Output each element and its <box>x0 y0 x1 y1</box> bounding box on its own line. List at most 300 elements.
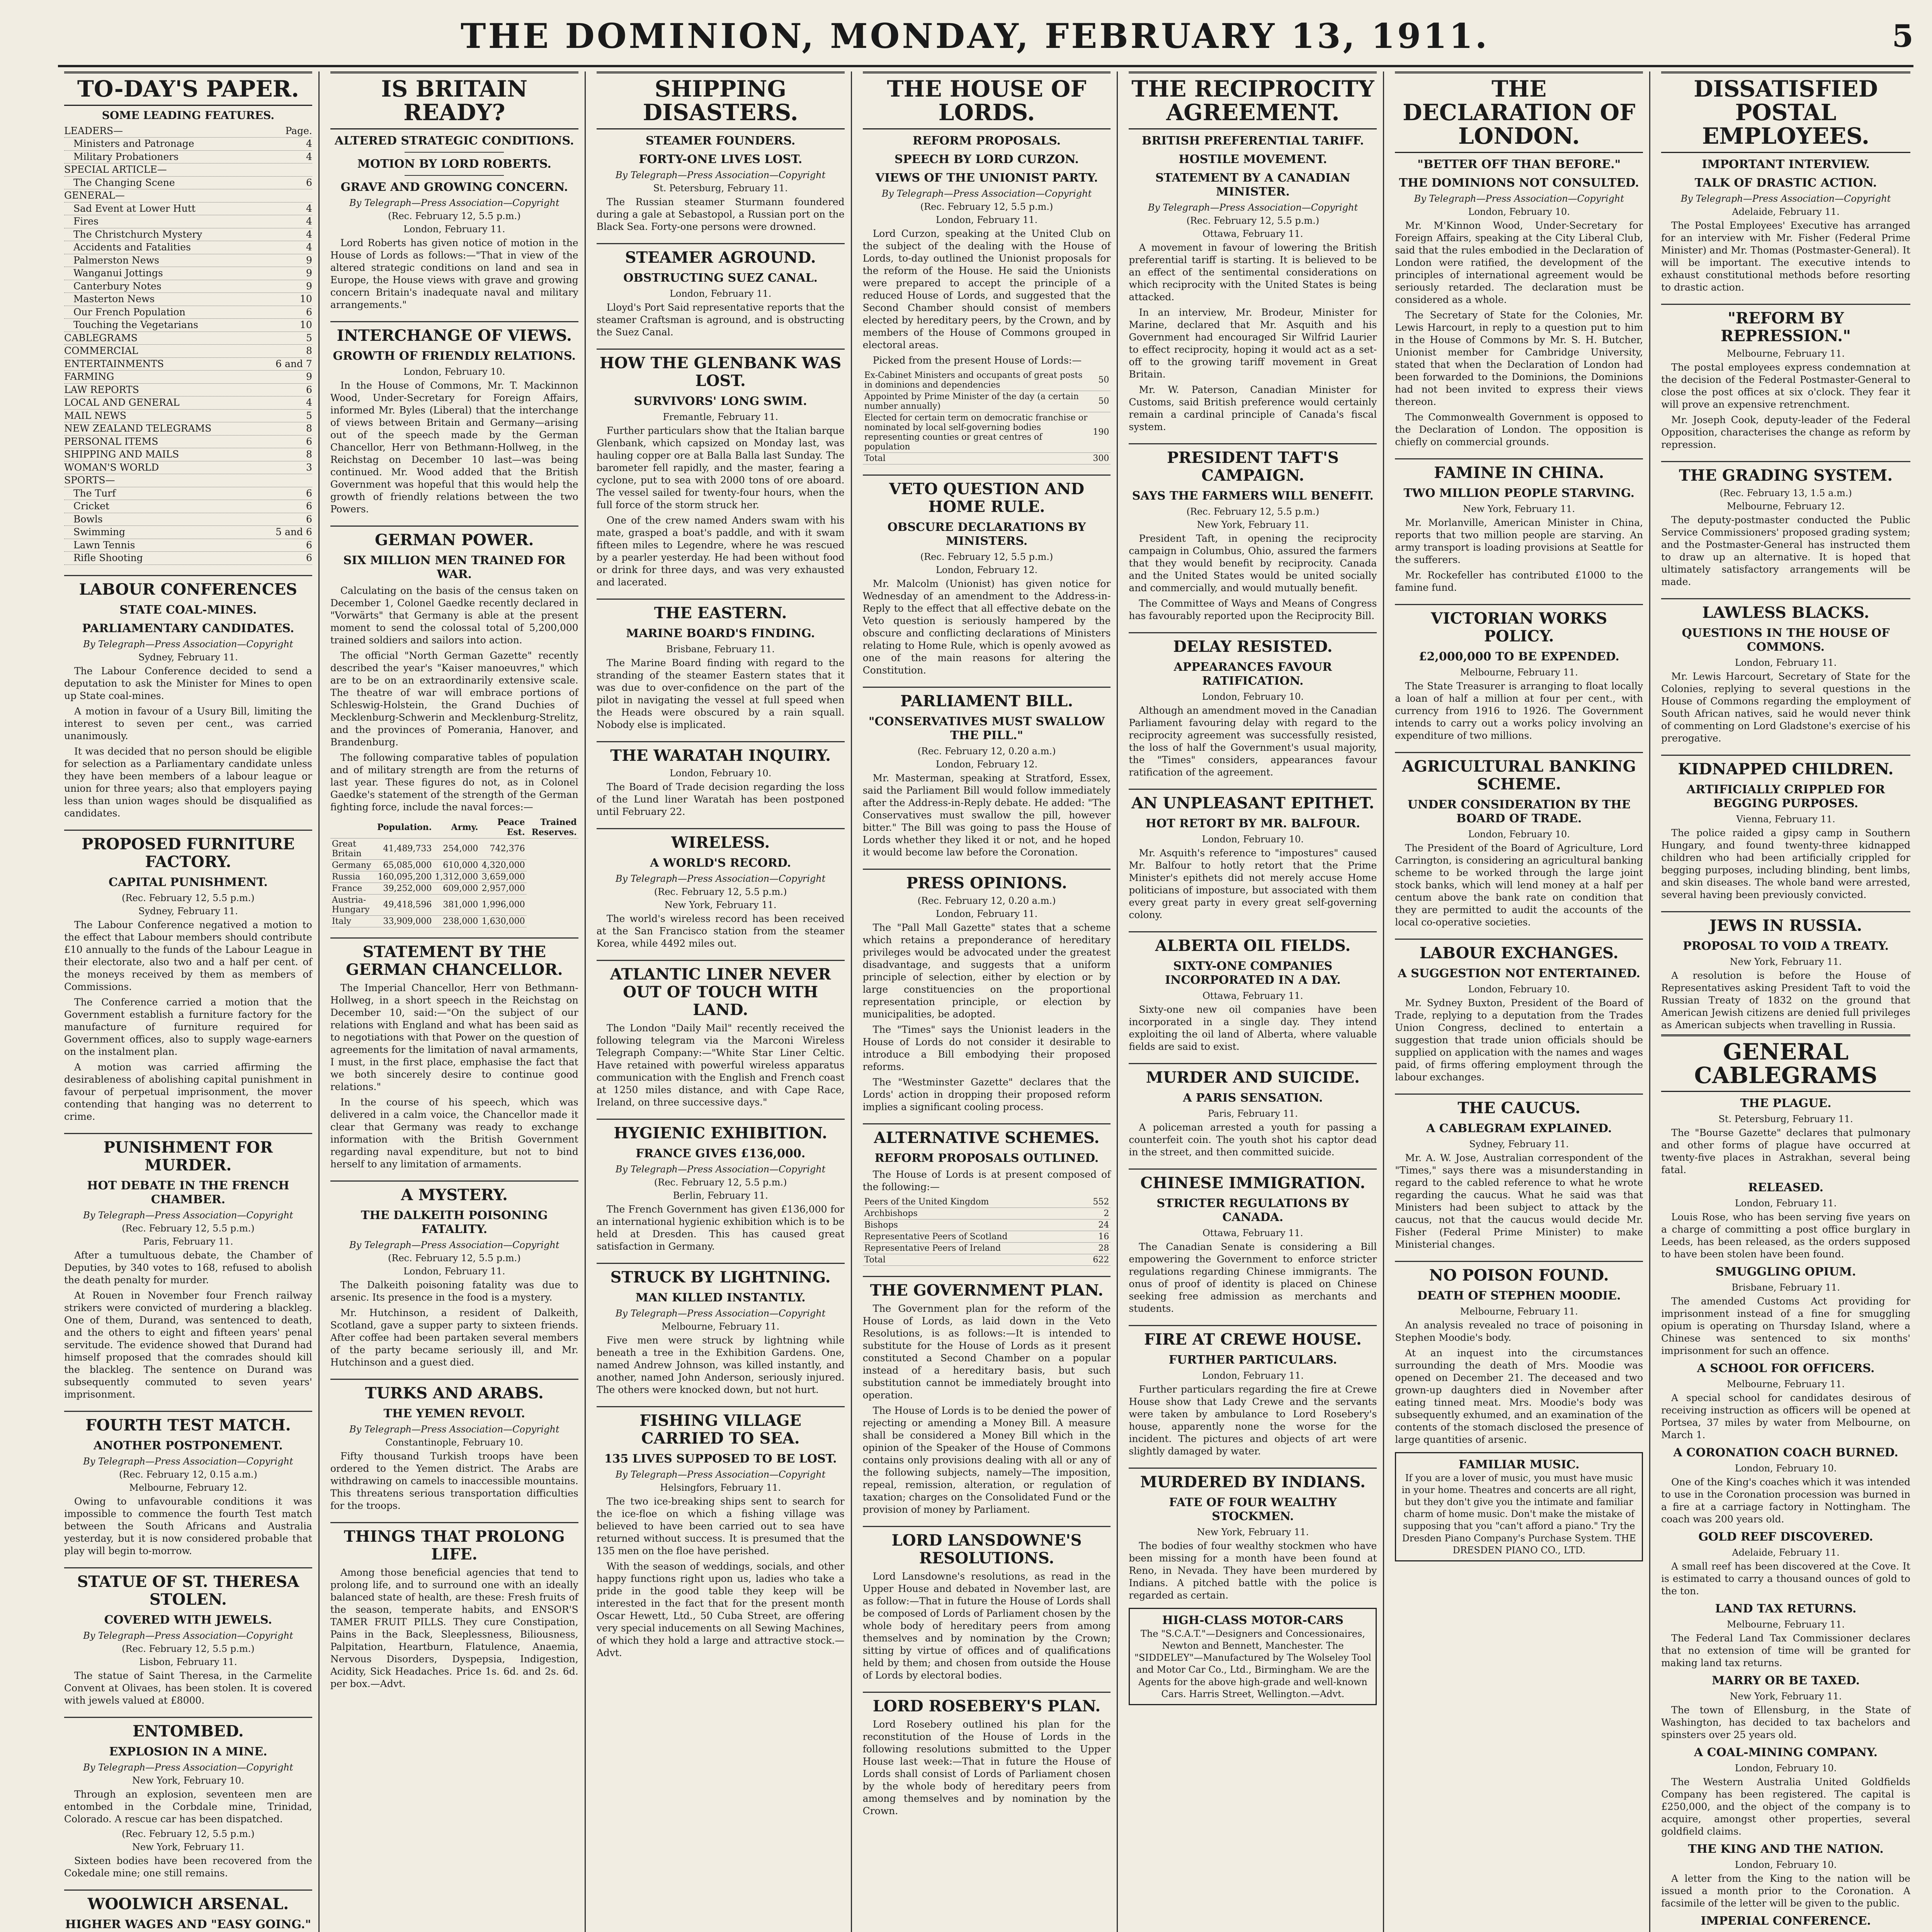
toc-label: Wanganui Jottings <box>73 267 163 279</box>
masthead <box>58 7 1913 67</box>
article-subhead: STEAMER FOUNDERS. <box>645 134 796 148</box>
toc-row <box>64 293 312 306</box>
toc-label: CABLEGRAMS <box>64 332 138 344</box>
table-row <box>330 915 578 927</box>
article-subhead: TWO MILLION PEOPLE STARVING. <box>1403 486 1635 500</box>
table-row <box>863 452 1111 464</box>
toc-label: Masterton News <box>73 293 155 305</box>
article-headline: PRESIDENT TAFT'S CAMPAIGN. <box>1129 443 1377 485</box>
dateline: New York, February 11. <box>132 1841 244 1852</box>
table-row <box>330 859 578 871</box>
article-paragraph: Although an amendment moved in the Canadian Parliament favouring delay with regard to the reciprocity agreement was successfully resisted, the loss of half the Government's usual majority, the "Times" considers, appearances favour ratification of the agreement. <box>1129 704 1377 778</box>
article-subhead: VIEWS OF THE UNIONIST PARTY. <box>875 171 1098 185</box>
article-headline: FAMINE IN CHINA. <box>1395 458 1643 482</box>
article-subhead: A WORLD'S RECORD. <box>650 856 791 870</box>
table-cell: 49,418,596 <box>376 894 433 915</box>
article-subhead: A CORONATION COACH BURNED. <box>1673 1446 1898 1460</box>
article-subhead: TALK OF DRASTIC ACTION. <box>1694 176 1877 190</box>
article-subhead: SMUGGLING OPIUM. <box>1715 1265 1856 1279</box>
toc-page: 4 <box>306 138 312 150</box>
toc-page: 10 <box>300 293 312 305</box>
table-cell: 41,489,733 <box>376 838 433 859</box>
received-line: (Rec. February 13, 1.5 a.m.) <box>1719 487 1852 498</box>
article-subhead: HOT RETORT BY MR. BALFOUR. <box>1145 816 1360 830</box>
article-paragraph: Among those beneficial agencies that tend to prolong life, and to surround one with an ideally balanced state of health, are these: Fresh fruits of the season, temperate habits, and ENSOR'S TAMER FRUIT PILLS. They cure Constipation, Pains in the Back, Sleeplessness, Biliousness, Palpitation, Heartburn, Flatulence, Anaemia, Nervous Disorders, Dyspepsia, Indigestion, Acidity, Sick Headaches. Price 1s. 6d. and 2s. 6d. per box.—Advt. <box>330 1566 578 1689</box>
article-paragraph: The Board of Trade decision regarding the loss of the Lund liner Waratah has been postponed until February 22. <box>596 781 845 817</box>
toc-row <box>64 332 312 345</box>
article-paragraph: One of the King's coaches which it was intended to use in the Coronation procession was burned in a fire at a carriage factory in Nottingham. The coach was 200 years old. <box>1661 1476 1910 1525</box>
article-headline: THE WARATAH INQUIRY. <box>597 741 845 765</box>
article-subhead: COVERED WITH JEWELS. <box>104 1613 272 1627</box>
article-subhead: ALTERED STRATEGIC CONDITIONS. <box>335 134 574 148</box>
article-paragraph: Lord Curzon, speaking at the United Club on the subject of the dealing with the House of Lords, to-day outlined the Unionist proposals for the reform of the House. He said the Unionists were prepared to accept the principle of a reduced House of Lords, and suggested that the Second Chamber should consist of members elected by hereditary peers, by the Crown, and by members of the House of Commons grouped in electoral areas. <box>862 228 1111 350</box>
article-subhead: MARRY OR BE TAXED. <box>1712 1674 1860 1688</box>
toc-label: LAW REPORTS <box>64 384 139 395</box>
article-headline: JEWS IN RUSSIA. <box>1661 911 1910 935</box>
article-paragraph: The London "Daily Mail" recently received the following telegram via the Marconi Wireless Telegraph Company:—"White Star Liner Celtic. Have retained with powerful wireless apparatus communication with the English and French coast at 1250 miles distance, and with Cape Race, Ireland, on three successive days." <box>596 1022 845 1108</box>
article-subhead: UNDER CONSIDERATION BY THE BOARD OF TRADE. <box>1407 798 1631 825</box>
dateline: Helsingfors, February 11. <box>660 1482 781 1493</box>
table-header-cell: Peace Est. <box>480 816 526 838</box>
dateline: New York, February 11. <box>1197 519 1309 530</box>
toc-label: Rifle Shooting <box>73 552 143 564</box>
article-paragraph: The House of Lords is to be denied the power of rejecting or amending a Money Bill. A measure shall be considered a Money Bill which in the opinion of the Speaker of the House of Commons contains only provisions dealing with all or any of the following subjects, namely—The imposition, repeal, remission, alteration, or regulation of taxation; charges on the Consolidated Fund or the provision of money by Parliament. <box>862 1405 1111 1515</box>
toc-row <box>64 215 312 228</box>
dateline: Paris, February 11. <box>1208 1108 1298 1119</box>
toc-row <box>64 448 312 461</box>
toc-row <box>64 410 312 423</box>
table-row <box>863 370 1111 391</box>
article-subhead: "CONSERVATIVES MUST SWALLOW THE PILL." <box>868 714 1105 742</box>
toc-row <box>64 422 312 435</box>
features-heading: SOME LEADING FEATURES. <box>102 109 275 122</box>
dateline: London, February 11. <box>1735 1198 1837 1209</box>
press-credit: By Telegraph—Press Association—Copyright <box>615 169 826 180</box>
article-paragraph: The Commonwealth Government is opposed to the Declaration of London. The opposition is chiefly on commercial grounds. <box>1395 411 1643 447</box>
article-paragraph: The Labour Conference negatived a motion to the effect that Labour members should contribute £10 annually to the funds of the Labour League in their electorate, also two and a half per cent. of the moneys received by them as members of Commissions. <box>64 919 312 992</box>
article-headline: CHINESE IMMIGRATION. <box>1129 1168 1377 1192</box>
toc-label: COMMERCIAL <box>64 345 138 357</box>
toc-label: Sad Event at Lower Hutt <box>73 202 196 214</box>
press-credit: By Telegraph—Press Association—Copyright <box>83 638 293 650</box>
toc-page: 6 <box>306 306 312 318</box>
toc-page: 6 <box>306 487 312 499</box>
article-headline: THE DECLARATION OF LONDON. <box>1395 71 1643 153</box>
article-paragraph: Mr. Hutchinson, a resident of Dalkeith, Scotland, gave a supper party to sixteen friends. After coffee had been partaken several members of the party became seriously ill, and Mr. Hutchinson and a guest died. <box>330 1307 578 1368</box>
toc-row <box>64 306 312 319</box>
dateline: Melbourne, February 12. <box>1727 500 1845 512</box>
dateline: New York, February 11. <box>1197 1526 1309 1537</box>
article-subhead: £2,000,000 TO BE EXPENDED. <box>1418 650 1619 663</box>
advert-body: If you are a lover of music, you must have music in your home. Theatres and concerts are all right, but they don't give you the intimate and familiar charm of home music. Don't make the mistake of supposing that you "can't afford a piano." Try the Dresden Piano Company's Purchase System. THE DRESDEN PIANO CO., LTD. <box>1401 1472 1637 1556</box>
toc-row <box>64 267 312 280</box>
article-paragraph: Through an explosion, seventeen men are entombed in the Corbdale mine, Trinidad, Colorado. A rescue car has been dispatched. <box>64 1788 312 1825</box>
masthead-title: THE DOMINION, MONDAY, FEBRUARY 13, 1911. <box>461 16 1490 56</box>
toc-label: LOCAL AND GENERAL <box>64 397 180 408</box>
toc-row <box>64 526 312 539</box>
article-headline: FOURTH TEST MATCH. <box>64 1411 312 1434</box>
article-headline: GERMAN POWER. <box>330 526 578 549</box>
received-line: (Rec. February 12, 0.20 a.m.) <box>917 895 1056 906</box>
table-cell: 3,659,000 <box>480 871 526 883</box>
article-subhead: IMPORTANT INTERVIEW. <box>1702 157 1870 171</box>
article-headline: THE HOUSE OF LORDS. <box>863 71 1111 129</box>
dateline: Lisbon, February 11. <box>139 1656 237 1667</box>
table-row <box>330 871 578 883</box>
table-cell: 609,000 <box>433 883 480 894</box>
toc-label: Cricket <box>73 500 110 512</box>
table-cell: 33,909,000 <box>376 915 433 927</box>
general-cablegrams-headline: GENERAL CABLEGRAMS <box>1661 1034 1910 1092</box>
article-paragraph: The State Treasurer is arranging to float locally a loan of half a million at four per cent., with currency from 1916 to 1926. The Government intends to carry out a works policy involving an expenditure of two millions. <box>1395 680 1643 741</box>
table-cell: Total <box>863 452 1092 464</box>
table-cell: 1,630,000 <box>480 915 526 927</box>
table-cell: 24 <box>1082 1219 1111 1231</box>
toc-row <box>64 539 312 552</box>
article-subhead: OBSCURE DECLARATIONS BY MINISTERS. <box>887 520 1086 548</box>
article-paragraph: A letter from the King to the nation will be issued a month prior to the Coronation. A facsimile of the letter will be given to the public. <box>1661 1873 1910 1909</box>
article-paragraph: Further particulars regarding the fire at Crewe House show that Lady Crewe and the servants were taken by ambulance to Lord Rosebery's house, apparently none the worse for the incident. The pictures and objects of art were slightly damaged by water. <box>1129 1383 1377 1457</box>
table-cell: 552 <box>1082 1196 1111 1208</box>
article-paragraph: A motion was carried affirming the desirableness of abolishing capital punishment in favour of perpetual imprisonment, the mover contending that hanging was no deterrent to crime. <box>64 1061 312 1122</box>
article-paragraph: The police raided a gipsy camp in Southern Hungary, and found twenty-three kidnapped children who had been artificially crippled for begging purposes, including blinding, bent limbs, and skin diseases. The whole band were arrested, several having been previously convicted. <box>1661 827 1910 900</box>
toc-label: ENTERTAINMENTS <box>64 358 164 369</box>
article-paragraph: Lord Rosebery outlined his plan for the reconstitution of the House of Lords in the following resolutions submitted to the Upper House last week:—That in future the House of Lords shall consist of Lords of Parliament chosen by the whole body of hereditary peers from among themselves and by nomination by the Crown. <box>862 1718 1111 1816</box>
table-row <box>863 1208 1111 1219</box>
article-paragraph: Mr. Sydney Buxton, President of the Board of Trade, replying to a deputation from the Trades Union Congress, declined to entertain a suggestion that trade union officials should be supplied on application with the names and wages paid, of firms offering employment through the labour exchanges. <box>1395 997 1643 1083</box>
toc-page: 5 and 6 <box>276 526 312 538</box>
dateline: Brisbane, February 11. <box>666 643 775 655</box>
article-subhead: QUESTIONS IN THE HOUSE OF COMMONS. <box>1682 626 1890 654</box>
table-cell: 65,085,000 <box>376 859 433 871</box>
toc-page: 6 <box>306 384 312 395</box>
toc-label: Ministers and Patronage <box>73 138 194 150</box>
toc-page: 8 <box>306 345 312 357</box>
table-cell: 39,252,000 <box>376 883 433 894</box>
article-subhead: SPEECH BY LORD CURZON. <box>895 152 1079 166</box>
press-credit: By Telegraph—Press Association—Copyright <box>349 1423 560 1435</box>
toc-row <box>64 189 312 202</box>
article-paragraph: The Federal Land Tax Commissioner declares that no extension of time will be granted for making land tax returns. <box>1661 1633 1910 1669</box>
table-cell: 16 <box>1082 1231 1111 1242</box>
article-subhead: THE DOMINIONS NOT CONSULTED. <box>1399 176 1639 190</box>
column-3 <box>590 71 852 1932</box>
article-paragraph: Owing to unfavourable conditions it was impossible to commence the fourth Test match between the South Africans and Australia yesterday, but it is now considered probable that play will begin to-morrow. <box>64 1495 312 1556</box>
dateline: Melbourne, February 11. <box>1727 1379 1845 1390</box>
toc-label: Our French Population <box>73 306 185 318</box>
article-headline: PRESS OPINIONS. <box>863 869 1111 892</box>
article-paragraph: The world's wireless record has been received at the San Francisco station from the steamer Korea, while 4492 miles out. <box>596 913 845 949</box>
table-cell: Germany <box>330 859 376 871</box>
article-headline: HOW THE GLENBANK WAS LOST. <box>597 349 845 390</box>
dateline: Ottawa, February 11. <box>1202 228 1303 239</box>
dateline: New York, February 11. <box>1730 1691 1842 1702</box>
article-paragraph: Louis Rose, who has been serving five years on a charge of committing a post office burglary in Leeds, has been released, as the orders supposed to have been stolen have been found. <box>1661 1211 1910 1260</box>
toc-label: SPECIAL ARTICLE— <box>64 164 167 175</box>
table-cell: Appointed by Prime Minister of the day (a certain number annually) <box>863 391 1092 412</box>
article-paragraph: It was decided that no person should be eligible for selection as a Parliamentary candidate unless they have been members of a labour league or union for three years; also that employers paying less than union wages should be disqualified as candidates. <box>64 745 312 819</box>
article-subhead: HOT DEBATE IN THE FRENCH CHAMBER. <box>87 1179 289 1206</box>
column-5 <box>1122 71 1384 1932</box>
column-6 <box>1389 71 1650 1932</box>
article-headline: DELAY RESISTED. <box>1129 632 1377 656</box>
article-headline: ENTOMBED. <box>64 1717 312 1740</box>
table-cell: 610,000 <box>433 859 480 871</box>
dateline: London, February 11. <box>403 1265 505 1277</box>
received-line: (Rec. February 12, 5.5 p.m.) <box>388 1252 521 1264</box>
toc-page: 9 <box>306 254 312 266</box>
article-paragraph: The President of the Board of Agriculture, Lord Carrington, is considering an agricultural banking scheme to be worked through the large joint stock banks, which will lend money at a half per centum above the bank rate on condition that they are permitted to audit the accounts of the local co-operative societies. <box>1395 842 1643 928</box>
article-headline: MURDER AND SUICIDE. <box>1129 1063 1377 1087</box>
toc-row <box>64 435 312 449</box>
toc-label: SPORTS— <box>64 474 115 486</box>
article-subhead: SURVIVORS' LONG SWIM. <box>634 394 807 408</box>
press-credit: By Telegraph—Press Association—Copyright <box>1414 193 1624 204</box>
article-paragraph: One of the crew named Anders swam with his mate, grasped a boat's paddle, and with it swam fifteen miles to Legendre, where he was rescued by a pearler yesterday. He had been without food or drink for three days, and was very exhausted and lacerated. <box>596 514 845 588</box>
table-row <box>863 1219 1111 1231</box>
table-cell: Great Britain <box>330 838 376 859</box>
toc-page: 6 and 7 <box>276 358 312 369</box>
table-row <box>863 412 1111 452</box>
toc-row <box>64 138 312 151</box>
article-paragraph: After a tumultuous debate, the Chamber of Deputies, by 340 votes to 168, refused to abolish the death penalty for murder. <box>64 1249 312 1286</box>
article-subhead: STATEMENT BY A CANADIAN MINISTER. <box>1155 171 1350 199</box>
article-headline: LAWLESS BLACKS. <box>1661 598 1910 622</box>
article-subhead: 135 LIVES SUPPOSED TO BE LOST. <box>604 1452 837 1466</box>
article-paragraph: The following comparative tables of population and of military strength are from the returns of last year. These figures do not, as in Colonel Gaedke's statement of the strength of the German fighting force, include the naval forces:— <box>330 752 578 813</box>
toc-label: Military Probationers <box>73 151 179 162</box>
press-credit: By Telegraph—Press Association—Copyright <box>615 1163 826 1175</box>
dateline: Sydney, February 11. <box>138 905 238 917</box>
article-paragraph: The two ice-breaking ships sent to search for the ice-floe on which a fishing village was believed to have been carried out to sea have returned without success. It is presumed that the 135 men on the floe have perished. <box>596 1495 845 1556</box>
article-headline: VICTORIAN WORKS POLICY. <box>1395 604 1643 645</box>
article-paragraph: Picked from the present House of Lords:— <box>872 354 1082 366</box>
toc-page: 5 <box>306 332 312 344</box>
article-paragraph: In an interview, Mr. Brodeur, Minister for Marine, declared that Mr. Asquith and his Government had encouraged Sir Wilfrid Laurier to effect reciprocity, hoping it would act as a set-off to the growing tariff movement in Great Britain. <box>1129 306 1377 380</box>
article-paragraph: The French Government has given £136,000 for an international hygienic exhibition which is to be held at Dresden. This has caused great satisfaction in Germany. <box>596 1203 845 1252</box>
press-credit: By Telegraph—Press Association—Copyright <box>615 1469 826 1480</box>
article-paragraph: The Russian steamer Sturmann foundered during a gale at Sebastopol, a Russian port on the Black Sea. Forty-one persons were drowned. <box>596 196 845 232</box>
article-subhead: ANOTHER POSTPONEMENT. <box>94 1439 283 1452</box>
article-subhead: CAPITAL PUNISHMENT. <box>109 875 268 889</box>
article-headline: STATUE OF ST. THERESA STOLEN. <box>64 1567 312 1609</box>
table-row <box>330 838 578 859</box>
press-credit: By Telegraph—Press Association—Copyright <box>881 188 1092 199</box>
toc-page: 4 <box>306 151 312 162</box>
press-credit: By Telegraph—Press Association—Copyright <box>349 197 560 208</box>
table-header-cell: Army. <box>433 816 480 838</box>
article-paragraph: A motion in favour of a Usury Bill, limiting the interest to seven per cent., was carried unanimously. <box>64 705 312 742</box>
received-line: (Rec. February 12, 5.5 p.m.) <box>388 210 521 221</box>
toc-row <box>64 461 312 474</box>
article-paragraph: Sixty-one new oil companies have been incorporated in a single day. They intend exploiting the oil land of Alberta, where valuable fields are said to exist. <box>1129 1003 1377 1052</box>
toc-page: 9 <box>306 371 312 383</box>
table-cell: Peers of the United Kingdom <box>863 1196 1082 1208</box>
article-headline: THE GRADING SYSTEM. <box>1661 461 1910 485</box>
dateline: Brisbane, February 11. <box>1731 1282 1840 1293</box>
article-paragraph: Mr. Lewis Harcourt, Secretary of State for the Colonies, replying to several questions in the House of Commons regarding the employment of South African natives, said he would never think of commenting on Lord Gladstone's exercise of his prerogative. <box>1661 670 1910 744</box>
dateline: Ottawa, February 11. <box>1202 990 1303 1001</box>
article-subhead: FORTY-ONE LIVES LOST. <box>639 152 803 166</box>
article-subhead: A CABLEGRAM EXPLAINED. <box>1426 1121 1612 1135</box>
article-subhead: MOTION BY LORD ROBERTS. <box>357 157 551 171</box>
article-subhead: A SCHOOL FOR OFFICERS. <box>1697 1362 1875 1376</box>
lords-composition-table <box>863 370 1111 464</box>
table-header-cell: Population. <box>376 816 433 838</box>
table-cell: 28 <box>1082 1242 1111 1254</box>
dateline: New York, February 11. <box>664 899 777 910</box>
dateline: London, February 11. <box>669 288 772 299</box>
dateline: Melbourne, February 12. <box>129 1482 247 1493</box>
toc-page: 5 <box>306 410 312 421</box>
article-paragraph: The Government plan for the reform of the House of Lords, as laid down in the Veto Resolutions, is as follows:—It is intended to substitute for the House of Lords as it present constituted a Second Chamber on a popular instead of a hereditary basis, but such substitution cannot be immediately brought into operation. <box>862 1303 1111 1401</box>
article-subhead: REFORM PROPOSALS. <box>912 134 1061 148</box>
table-row <box>863 1196 1111 1208</box>
dateline: London, February 11. <box>403 223 505 235</box>
article-paragraph: The House of Lords is at present composed of the following:— <box>862 1168 1111 1192</box>
toc-label: SHIPPING AND MAILS <box>64 449 179 460</box>
article-headline: ATLANTIC LINER NEVER OUT OF TOUCH WITH LAND. <box>597 960 845 1019</box>
dateline: Melbourne, February 11. <box>1727 348 1845 359</box>
article-paragraph: With the season of weddings, socials, and other happy functions right upon us, ladies who take a pride in the good table they keep will be interested in the fact that for the present month Oscar Hewett, Ltd., 50 Cuba Street, are offering very special inducements on all Sewing Machines, of which they hold a large and attractive stock.—Advt. <box>596 1560 845 1658</box>
table-cell: 300 <box>1091 452 1111 464</box>
toc-row <box>64 552 312 565</box>
lords-membership-table <box>863 1196 1111 1266</box>
received-line: (Rec. February 12, 5.5 p.m.) <box>1186 215 1320 226</box>
army-strength-table <box>330 816 578 927</box>
article-subhead: FRANCE GIVES £136,000. <box>636 1146 806 1160</box>
received-line: (Rec. February 12, 0.15 a.m.) <box>119 1469 257 1480</box>
toc-page: 8 <box>306 449 312 460</box>
dateline: Melbourne, February 11. <box>662 1321 780 1332</box>
article-paragraph: The Marine Board finding with regard to the stranding of the steamer Eastern states that it was due to over-confidence on the part of the pilot in navigating the vessel at full speed when the Heads were obscured by a rain squall. Nobody else is implicated. <box>596 657 845 730</box>
toc-page: 6 <box>306 513 312 525</box>
article-headline: STATEMENT BY THE GERMAN CHANCELLOR. <box>330 937 578 979</box>
dateline: St. Petersburg, February 11. <box>653 182 788 194</box>
article-headline: STRUCK BY LIGHTNING. <box>597 1263 845 1286</box>
toc-label: The Turf <box>73 487 116 499</box>
article-paragraph: The bodies of four wealthy stockmen who have been missing for a month have been found at Reno, in Nevada. They have been murdered by Indians. A pitched battle with the police is regarded as certain. <box>1129 1540 1377 1601</box>
article-subhead: RELEASED. <box>1748 1181 1824 1195</box>
article-subhead: SIXTY-ONE COMPANIES INCORPORATED IN A DAY. <box>1165 959 1341 987</box>
toc-label: Canterbury Notes <box>73 280 162 292</box>
toc-label: Swimming <box>73 526 126 538</box>
article-headline: LABOUR CONFERENCES <box>64 575 312 599</box>
toc-page: 6 <box>306 500 312 512</box>
table-cell: Elected for certain term on democratic franchise or nominated by local self-governing bodies representing counties or great centres of population <box>863 412 1092 452</box>
article-headline: IS BRITAIN READY? <box>330 71 578 129</box>
article-subhead: STRICTER REGULATIONS BY CANADA. <box>1156 1196 1349 1224</box>
dateline: London, February 10. <box>403 366 505 377</box>
toc-row <box>64 202 312 216</box>
article-paragraph: The amended Customs Act providing for imprisonment instead of a fine for smuggling opium is operating on Thursday Island, where a Chinese was sentenced to six months' imprisonment for such an offence. <box>1661 1296 1910 1357</box>
article-subhead: SAYS THE FARMERS WILL BENEFIT. <box>1132 489 1374 503</box>
article-subhead: A PARIS SENSATION. <box>1183 1091 1323 1105</box>
columns <box>58 71 1917 1932</box>
article-headline: THE CAUCUS. <box>1395 1094 1643 1117</box>
received-line: (Rec. February 12, 0.20 a.m.) <box>917 745 1056 757</box>
article-subhead: A COAL-MINING COMPANY. <box>1694 1746 1878 1760</box>
article-headline: PROPOSED FURNITURE FACTORY. <box>64 830 312 871</box>
toc-page: 6 <box>306 177 312 188</box>
table-cell: 50 <box>1091 370 1111 391</box>
dateline: London, February 11. <box>935 908 1038 919</box>
toc-row <box>64 228 312 242</box>
press-credit: By Telegraph—Press Association—Copyright <box>615 1308 826 1319</box>
article-headline: THINGS THAT PROLONG LIFE. <box>330 1522 578 1563</box>
toc-label: Touching the Vegetarians <box>73 319 199 331</box>
toc-label: Bowls <box>73 513 103 525</box>
toc-row <box>64 487 312 500</box>
article-paragraph: Further particulars show that the Italian barque Glenbank, which capsized on Monday last, was hauling copper ore at Balla Balla last Sunday. The barometer fell rapidly, and the master, fearing a cyclone, put to sea with 2000 tons of ore aboard. The vessel sailed for twenty-four hours, when the full force of the storm struck her. <box>596 425 845 510</box>
article-subhead: A SUGGESTION NOT ENTERTAINED. <box>1398 966 1640 980</box>
dateline: London, February 10. <box>1468 983 1570 995</box>
article-paragraph: Mr. Morlanville, American Minister in China, reports that two million people are starving. An army transport is loading provisions at Seattle for the sufferers. <box>1395 517 1643 565</box>
received-line: (Rec. February 12, 5.5 p.m.) <box>122 1828 255 1839</box>
toc-row <box>64 345 312 358</box>
table-row <box>863 391 1111 412</box>
table-cell: 1,996,000 <box>480 894 526 915</box>
article-headline: LABOUR EXCHANGES. <box>1395 939 1643 962</box>
column-7 <box>1655 71 1917 1932</box>
dateline: Berlin, February 11. <box>673 1190 768 1201</box>
article-headline: FIRE AT CREWE HOUSE. <box>1129 1325 1377 1349</box>
received-line: (Rec. February 12, 5.5 p.m.) <box>1186 506 1320 517</box>
article-headline: THE GOVERNMENT PLAN. <box>863 1276 1111 1299</box>
toc-label: NEW ZEALAND TELEGRAMS <box>64 423 212 434</box>
article-headline: A MYSTERY. <box>330 1180 578 1204</box>
article-paragraph: The Conference carried a motion that the Government establish a furniture factory for the manufacture of furniture required for Government offices, also to supply wage-earners on the instalment plan. <box>64 996 312 1057</box>
article-subhead: MARINE BOARD'S FINDING. <box>626 626 815 640</box>
toc-label: PERSONAL ITEMS <box>64 435 158 447</box>
article-subhead: "BETTER OFF THAN BEFORE." <box>1417 157 1621 171</box>
dateline: New York, February 11. <box>1463 503 1575 514</box>
article-paragraph: A small reef has been discovered at the Cove. It is estimated to carry a thousand ounces of gold to the ton. <box>1661 1561 1910 1597</box>
toc-row <box>64 371 312 384</box>
table-cell: Total <box>863 1254 1082 1265</box>
article-paragraph: The postal employees express condemnation at the decision of the Federal Postmaster-General to close the post offices at six o'clock. They fear it will prove an expensive retrenchment. <box>1661 361 1910 410</box>
article-paragraph: A resolution is before the House of Representatives asking President Taft to void the Russian Treaty of 1832 on the ground that American Jewish citizens are denied full privileges as American subjects when travelling in Russia. <box>1661 969 1910 1031</box>
article-headline: WIRELESS. <box>597 828 845 852</box>
toc-page: 4 <box>306 216 312 227</box>
toc-row <box>64 241 312 254</box>
column-1 <box>58 71 320 1932</box>
received-line: (Rec. February 12, 5.5 p.m.) <box>122 1643 255 1654</box>
article-headline: VETO QUESTION AND HOME RULE. <box>863 474 1111 516</box>
toc-row <box>64 319 312 332</box>
table-cell: 160,095,200 <box>376 871 433 883</box>
press-credit: By Telegraph—Press Association—Copyright <box>349 1239 560 1250</box>
table-cell: 1,312,000 <box>433 871 480 883</box>
article-subhead: PARLIAMENTARY CANDIDATES. <box>82 621 294 635</box>
article-paragraph: The "Westminster Gazette" declares that the Lords' action in dropping their proposed reform implies a significant cooling process. <box>862 1076 1111 1112</box>
article-paragraph: Sixteen bodies have been recovered from the Cokedale mine; one still remains. <box>64 1855 312 1879</box>
dateline: London, February 12. <box>935 564 1038 575</box>
article-subhead: FATE OF FOUR WEALTHY STOCKMEN. <box>1169 1495 1337 1523</box>
article-paragraph: At Rouen in November four French railway strikers were convicted of murdering a blackleg. One of them, Durand, was sentenced to death, and the others to eight and fifteen years' penal servitude. The evidence showed that Durand had himself proposed that the comrades should kill the blackleg. The sentence on Durand was subsequently commuted to seven years' imprisonment. <box>64 1289 312 1400</box>
article-subhead: ARTIFICIALLY CRIPPLED FOR BEGGING PURPOSES. <box>1686 782 1885 810</box>
table-cell: Russia <box>330 871 376 883</box>
table-header-cell: Trained Reserves. <box>527 816 578 838</box>
article-subhead: BRITISH PREFERENTIAL TARIFF. <box>1141 134 1364 148</box>
article-subhead: IMPERIAL CONFERENCE. <box>1701 1914 1871 1928</box>
article-headline: ALTERNATIVE SCHEMES. <box>863 1123 1111 1147</box>
article-subhead: SIX MILLION MEN TRAINED FOR WAR. <box>343 553 566 581</box>
toc-label: FARMING <box>64 371 114 383</box>
press-credit: By Telegraph—Press Association—Copyright <box>1148 202 1358 213</box>
table-cell: France <box>330 883 376 894</box>
toc-page: 4 <box>306 228 312 240</box>
